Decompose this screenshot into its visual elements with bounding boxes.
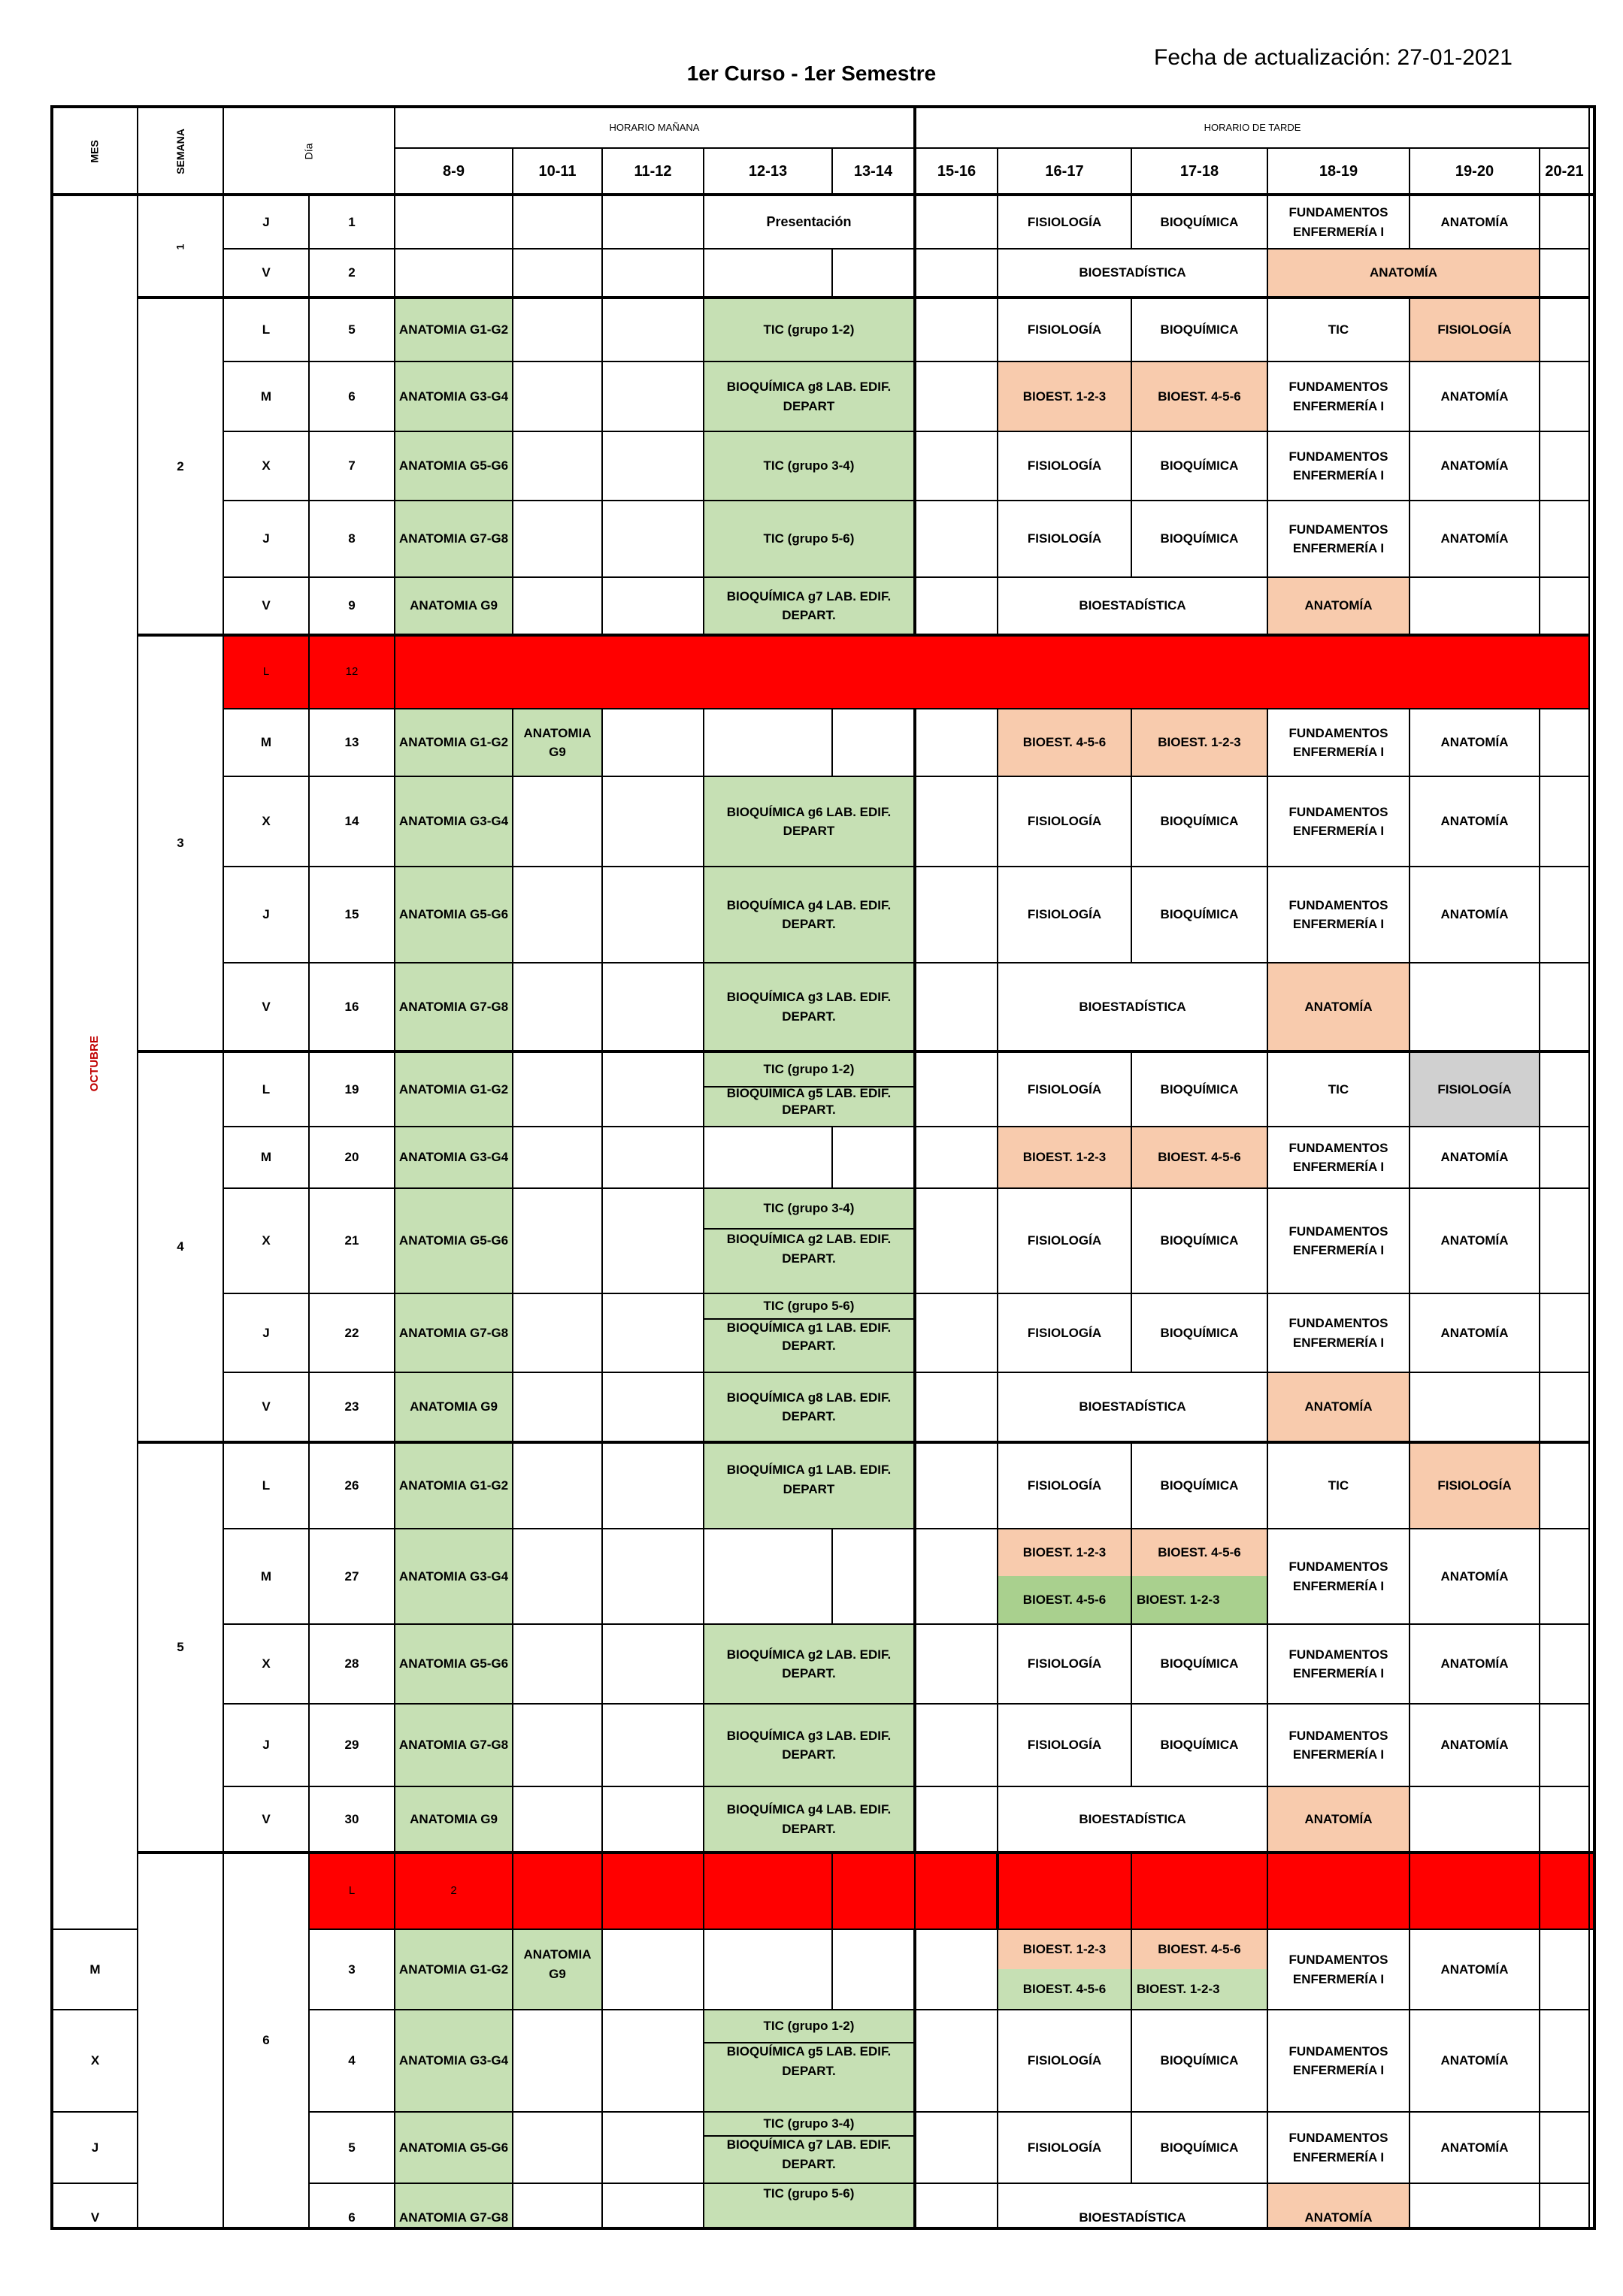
- day-number: 23: [309, 1372, 395, 1442]
- hour-header: 12-13: [704, 148, 832, 195]
- class-cell: ANATOMÍA: [1410, 1188, 1540, 1293]
- class-cell: ANATOMIA G5-G6: [395, 1188, 513, 1293]
- hour-header: 16-17: [998, 148, 1131, 195]
- class-cell: BIOEST. 1-2-3: [998, 1930, 1131, 1971]
- table-row: [52, 1529, 1594, 1624]
- class-cell: BIOQUÍMICA g1 LAB. EDIF. DEPART.: [726, 1320, 892, 1353]
- class-cell: ANATOMIA G5-G6: [395, 1624, 513, 1704]
- class-cell: FISIOLOGÍA: [998, 1704, 1131, 1786]
- class-cell: ANATOMÍA: [1410, 867, 1540, 963]
- class-cell: TIC (grupo 5-6): [704, 1294, 913, 1320]
- class-cell: BIOEST. 1-2-3: [1132, 1969, 1267, 2009]
- class-cell: BIOEST. 4-5-6: [998, 1969, 1131, 2009]
- class-cell: BIOQUÍMICA g5 LAB. EDIF. DEPART.: [726, 1086, 892, 1117]
- class-cell: TIC (grupo 1-2): [704, 298, 915, 361]
- day-number: 6: [309, 2183, 395, 2228]
- afternoon-header: HORARIO DE TARDE: [915, 107, 1589, 148]
- class-cell: ANATOMÍA: [1410, 1293, 1540, 1372]
- day-number: 5: [309, 2112, 395, 2183]
- day-number: 13: [309, 709, 395, 776]
- table-row: [52, 577, 1594, 635]
- schedule-table: [50, 105, 1596, 2230]
- class-cell: TIC: [1267, 1442, 1410, 1529]
- class-cell: TIC (grupo 3-4): [704, 1189, 913, 1230]
- class-cell: TIC (grupo 1-2): [704, 1053, 913, 1087]
- class-cell: FUNDAMENTOS ENFERMERÍA I: [1267, 2010, 1410, 2112]
- day-letter: L: [309, 1853, 395, 1929]
- class-cell: BIOEST. 4-5-6: [998, 1576, 1131, 1623]
- class-cell: BIOEST. 4-5-6: [1131, 361, 1267, 431]
- class-cell: FUNDAMENTOS ENFERMERÍA I: [1267, 776, 1410, 867]
- class-cell: ANATOMÍA: [1410, 501, 1540, 577]
- class-cell: BIOQUÍMICA: [1131, 1293, 1267, 1372]
- class-cell: ANATOMÍA: [1410, 195, 1540, 249]
- hour-header: 18-19: [1267, 148, 1410, 195]
- class-cell: BIOQUÍMICA: [1131, 501, 1267, 577]
- day-number: 16: [309, 963, 395, 1051]
- class-cell: ANATOMIA G9: [395, 577, 513, 635]
- day-number: 21: [309, 1188, 395, 1293]
- table-row: [52, 635, 1594, 709]
- day-letter: J: [223, 1293, 309, 1372]
- class-cell: ANATOMÍA: [1410, 2112, 1540, 2183]
- class-cell: BIOQUÍMICA: [1131, 298, 1267, 361]
- hour-header: 11-12: [602, 148, 704, 195]
- class-cell: ANATOMIA G9: [513, 1929, 602, 2010]
- day-number: 27: [309, 1529, 395, 1624]
- class-cell: ANATOMIA G3-G4: [395, 776, 513, 867]
- class-cell: BIOQUÍMICA: [1131, 1442, 1267, 1529]
- class-cell: FUNDAMENTOS ENFERMERÍA I: [1267, 195, 1410, 249]
- class-cell: ANATOMIA G3-G4: [395, 361, 513, 431]
- class-cell: FISIOLOGÍA: [1410, 298, 1540, 361]
- day-letter: M: [223, 1127, 309, 1188]
- class-cell: BIOEST. 1-2-3: [998, 361, 1131, 431]
- class-cell: ANATOMÍA: [1410, 776, 1540, 867]
- day-number: 4: [309, 2010, 395, 2112]
- day-letter: V: [223, 577, 309, 635]
- class-cell: ANATOMÍA: [1267, 1786, 1410, 1853]
- class-cell: FISIOLOGÍA: [998, 1051, 1131, 1127]
- hour-header: 20-21: [1540, 148, 1589, 195]
- table-row: [52, 249, 1594, 298]
- class-cell: FISIOLOGÍA: [998, 1293, 1131, 1372]
- table-row: [52, 361, 1594, 431]
- class-cell: BIOQUÍMICA g3 LAB. EDIF. DEPART.: [704, 1704, 915, 1786]
- day-number: 30: [309, 1786, 395, 1853]
- col-dia: Día: [223, 107, 395, 195]
- table-row: [52, 1293, 1594, 1372]
- class-cell: FUNDAMENTOS ENFERMERÍA I: [1267, 1704, 1410, 1786]
- day-letter: L: [223, 298, 309, 361]
- class-cell: BIOEST. 4-5-6: [1132, 1529, 1267, 1578]
- class-cell: FISIOLOGÍA: [998, 1624, 1131, 1704]
- class-cell: ANATOMÍA: [1410, 1704, 1540, 1786]
- table-row: [52, 298, 1594, 361]
- col-mes: MES: [52, 107, 138, 195]
- day-number: 29: [309, 1704, 395, 1786]
- class-cell: BIOQUÍMICA g4 LAB. EDIF. DEPART.: [704, 867, 915, 963]
- day-number: 2: [395, 1853, 513, 1929]
- hour-header: 15-16: [915, 148, 998, 195]
- class-cell: BIOEST. 4-5-6: [1132, 1930, 1267, 1971]
- table-row: [52, 709, 1594, 776]
- class-cell: TIC (grupo 3-4): [704, 431, 915, 501]
- class-cell: FISIOLOGÍA: [998, 298, 1131, 361]
- day-letter: J: [223, 501, 309, 577]
- table-row: [52, 1442, 1594, 1529]
- day-number: 19: [309, 1051, 395, 1127]
- class-cell: FISIOLOGÍA: [998, 867, 1131, 963]
- class-cell: ANATOMIA G7-G8: [395, 1293, 513, 1372]
- class-cell: BIOQUÍMICA: [1131, 2112, 1267, 2183]
- holiday-cell: [395, 635, 1589, 709]
- class-cell: BIOQUÍMICA: [1131, 776, 1267, 867]
- class-cell: FISIOLOGÍA: [1410, 1442, 1540, 1529]
- class-cell: ANATOMIA G1-G2: [395, 1929, 513, 2010]
- class-cell: BIOESTADÍSTICA: [998, 249, 1267, 298]
- class-cell: ANATOMIA G3-G4: [395, 1127, 513, 1188]
- class-cell: BIOEST. 1-2-3: [1132, 1576, 1267, 1623]
- class-cell: FUNDAMENTOS ENFERMERÍA I: [1267, 431, 1410, 501]
- class-cell: BIOQUÍMICA: [1131, 1188, 1267, 1293]
- class-cell: ANATOMÍA: [1410, 2010, 1540, 2112]
- class-cell: BIOQUÍMICA g2 LAB. EDIF. DEPART.: [704, 1624, 915, 1704]
- class-cell: FUNDAMENTOS ENFERMERÍA I: [1267, 361, 1410, 431]
- day-number: 8: [309, 501, 395, 577]
- class-cell: BIOQUÍMICA g6 LAB. EDIF. DEPART: [704, 776, 915, 867]
- day-letter: J: [223, 195, 309, 249]
- class-cell-split: [704, 2010, 915, 2112]
- day-number: 6: [309, 361, 395, 431]
- class-cell: FUNDAMENTOS ENFERMERÍA I: [1267, 867, 1410, 963]
- class-cell: ANATOMIA G1-G2: [395, 1051, 513, 1127]
- week-cell: 2: [138, 298, 223, 635]
- class-cell: TIC (grupo 3-4): [704, 2113, 913, 2137]
- class-cell: ANATOMÍA: [1410, 1624, 1540, 1704]
- week-cell: 6: [223, 1853, 309, 2228]
- class-cell: ANATOMÍA: [1267, 1372, 1410, 1442]
- table-row: [52, 1624, 1594, 1704]
- class-cell: FISIOLOGÍA: [998, 1188, 1131, 1293]
- class-cell: BIOQUÍMICA: [1131, 1624, 1267, 1704]
- hour-header: 10-11: [513, 148, 602, 195]
- day-number: 3: [309, 1929, 395, 2010]
- table-row: [52, 431, 1594, 501]
- class-cell: FUNDAMENTOS ENFERMERÍA I: [1267, 1127, 1410, 1188]
- day-letter: M: [223, 361, 309, 431]
- class-cell: ANATOMIA G9: [395, 1372, 513, 1442]
- day-letter: V: [223, 1786, 309, 1853]
- class-cell: BIOQUÍMICA: [1131, 867, 1267, 963]
- day-letter: J: [223, 1704, 309, 1786]
- class-cell: BIOQUÍMICA g7 LAB. EDIF. DEPART.: [704, 577, 915, 635]
- class-cell: ANATOMÍA: [1267, 2183, 1410, 2228]
- class-cell: BIOQUÍMICA g2 LAB. EDIF. DEPART.: [726, 1232, 892, 1266]
- class-cell: ANATOMÍA: [1267, 577, 1410, 635]
- day-letter: X: [223, 1624, 309, 1704]
- table-row: [52, 501, 1594, 577]
- class-cell: ANATOMÍA: [1410, 709, 1540, 776]
- class-cell: BIOESTADÍSTICA: [998, 963, 1267, 1051]
- class-cell: ANATOMIA G9: [395, 1786, 513, 1853]
- day-number: 5: [309, 298, 395, 361]
- class-cell: ANATOMÍA: [1410, 1929, 1540, 2010]
- class-cell: BIOQUÍMICA: [1131, 2010, 1267, 2112]
- month-cell: OCTUBRE: [52, 195, 138, 1929]
- day-letter: L: [223, 1442, 309, 1529]
- table-row: [52, 1051, 1594, 1127]
- day-letter: X: [223, 1188, 309, 1293]
- day-letter: M: [52, 1929, 138, 2010]
- day-letter: M: [223, 1529, 309, 1624]
- class-cell: FUNDAMENTOS ENFERMERÍA I: [1267, 2112, 1410, 2183]
- class-cell: BIOQUÍMICA: [1131, 1051, 1267, 1127]
- class-cell: FISIOLOGÍA: [1410, 1051, 1540, 1127]
- class-cell: FISIOLOGÍA: [998, 1442, 1131, 1529]
- class-cell: BIOQUÍMICA g7 LAB. EDIF. DEPART.: [726, 2137, 892, 2171]
- day-number: 14: [309, 776, 395, 867]
- class-cell: FUNDAMENTOS ENFERMERÍA I: [1267, 1624, 1410, 1704]
- class-cell-split: [1131, 1529, 1267, 1624]
- class-cell: FUNDAMENTOS ENFERMERÍA I: [1267, 1929, 1410, 2010]
- day-number: 28: [309, 1624, 395, 1704]
- class-cell: FISIOLOGÍA: [998, 501, 1131, 577]
- class-cell: BIOQUÍMICA: [1131, 431, 1267, 501]
- table-row: [52, 195, 1594, 249]
- table-row: [52, 1704, 1594, 1786]
- class-cell: FISIOLOGÍA: [998, 2112, 1131, 2183]
- class-cell: BIOEST. 1-2-3: [998, 1127, 1131, 1188]
- class-cell: ANATOMÍA: [1410, 1127, 1540, 1188]
- class-cell-split: [998, 1929, 1131, 2010]
- class-cell: BIOEST. 4-5-6: [1131, 1127, 1267, 1188]
- week-cell: 3: [138, 635, 223, 1051]
- table-row: [52, 1372, 1594, 1442]
- page-title: 1er Curso - 1er Semestre: [686, 62, 937, 85]
- day-letter: L: [223, 635, 309, 709]
- day-letter: V: [52, 2183, 138, 2228]
- class-cell: FUNDAMENTOS ENFERMERÍA I: [1267, 501, 1410, 577]
- class-cell: BIOEST. 1-2-3: [1131, 709, 1267, 776]
- class-cell: FISIOLOGÍA: [998, 431, 1131, 501]
- class-cell: ANATOMIA G1-G2: [395, 298, 513, 361]
- class-cell: TIC: [1267, 1051, 1410, 1127]
- col-semana: SEMANA: [138, 107, 223, 195]
- class-cell-split: [704, 2112, 915, 2183]
- hour-header: 19-20: [1410, 148, 1540, 195]
- class-cell: TIC (grupo 1-2): [704, 2010, 913, 2043]
- class-cell-split: [704, 1051, 915, 1127]
- table-row: [52, 776, 1594, 867]
- class-cell: FISIOLOGÍA: [998, 195, 1131, 249]
- class-cell: BIOEST. 1-2-3: [998, 1529, 1131, 1578]
- class-cell: ANATOMIA G7-G8: [395, 2183, 513, 2228]
- class-cell: BIOQUÍMICA: [1131, 1704, 1267, 1786]
- class-cell: BIOESTADÍSTICA: [998, 577, 1267, 635]
- class-cell: TIC: [1267, 298, 1410, 361]
- class-cell: ANATOMÍA: [1410, 431, 1540, 501]
- table-row: [52, 963, 1594, 1051]
- class-cell: BIOQUÍMICA g4 LAB. EDIF. DEPART.: [704, 1786, 915, 1853]
- class-cell: TIC (grupo 5-6): [704, 2183, 915, 2228]
- day-letter: X: [223, 776, 309, 867]
- day-number: 12: [309, 635, 395, 709]
- class-cell: FUNDAMENTOS ENFERMERÍA I: [1267, 1529, 1410, 1624]
- table-row: [52, 1127, 1594, 1188]
- day-letter: V: [223, 249, 309, 298]
- day-letter: X: [52, 2010, 138, 2112]
- table-row: [52, 867, 1594, 963]
- class-cell: BIOESTADÍSTICA: [998, 1372, 1267, 1442]
- day-number: 1: [309, 195, 395, 249]
- class-cell: ANATOMIA G9: [513, 709, 602, 776]
- hour-header: 8-9: [395, 148, 513, 195]
- table-row: [52, 1188, 1594, 1293]
- class-cell: BIOQUÍMICA: [1131, 195, 1267, 249]
- class-cell: ANATOMIA G7-G8: [395, 1704, 513, 1786]
- class-cell-split: [998, 1529, 1131, 1624]
- week-cell: 5: [138, 1442, 223, 1853]
- morning-header: HORARIO MAÑANA: [395, 107, 915, 148]
- class-cell-split: [704, 1188, 915, 1293]
- class-cell: FISIOLOGÍA: [998, 776, 1131, 867]
- day-letter: V: [223, 963, 309, 1051]
- week-cell: 1: [138, 195, 223, 298]
- class-cell: FISIOLOGÍA: [998, 2010, 1131, 2112]
- table-row: [52, 1786, 1594, 1853]
- class-cell: ANATOMIA G7-G8: [395, 501, 513, 577]
- hour-header: 17-18: [1131, 148, 1267, 195]
- day-letter: V: [223, 1372, 309, 1442]
- day-number: 7: [309, 431, 395, 501]
- class-cell: ANATOMIA G5-G6: [395, 867, 513, 963]
- class-cell-split: [704, 1293, 915, 1372]
- class-cell: ANATOMIA G3-G4: [395, 2010, 513, 2112]
- hour-header: 13-14: [832, 148, 915, 195]
- day-letter: M: [223, 709, 309, 776]
- class-cell: ANATOMÍA: [1267, 963, 1410, 1051]
- class-cell: ANATOMIA G1-G2: [395, 1442, 513, 1529]
- class-cell: BIOQUÍMICA g8 LAB. EDIF. DEPART: [704, 361, 915, 431]
- class-cell: BIOESTADÍSTICA: [998, 1786, 1267, 1853]
- day-number: 26: [309, 1442, 395, 1529]
- update-date: Fecha de actualización: 27-01-2021: [1154, 45, 1512, 70]
- class-cell: BIOQUÍMICA g8 LAB. EDIF. DEPART.: [704, 1372, 915, 1442]
- class-cell: ANATOMIA G5-G6: [395, 431, 513, 501]
- class-cell: TIC (grupo 5-6): [704, 501, 915, 577]
- day-letter: X: [223, 431, 309, 501]
- class-cell: ANATOMIA G7-G8: [395, 963, 513, 1051]
- class-cell: ANATOMÍA: [1410, 361, 1540, 431]
- table-row: [52, 1853, 1594, 1929]
- class-cell: BIOQUÍMICA g5 LAB. EDIF. DEPART.: [726, 2044, 892, 2078]
- class-cell: ANATOMIA G3-G4: [395, 1529, 513, 1624]
- day-number: 9: [309, 577, 395, 635]
- day-letter: J: [52, 2112, 138, 2183]
- class-cell: BIOQUÍMICA g1 LAB. EDIF. DEPART: [704, 1442, 915, 1529]
- class-cell: BIOEST. 4-5-6: [998, 709, 1131, 776]
- class-cell: FUNDAMENTOS ENFERMERÍA I: [1267, 709, 1410, 776]
- class-cell: ANATOMIA G1-G2: [395, 709, 513, 776]
- class-cell: BIOQUÍMICA g3 LAB. EDIF. DEPART.: [704, 963, 915, 1051]
- class-cell: FUNDAMENTOS ENFERMERÍA I: [1267, 1293, 1410, 1372]
- class-cell: ANATOMIA G5-G6: [395, 2112, 513, 2183]
- class-cell: FUNDAMENTOS ENFERMERÍA I: [1267, 1188, 1410, 1293]
- class-cell: Presentación: [704, 195, 915, 249]
- class-cell: BIOESTADÍSTICA: [998, 2183, 1267, 2228]
- day-number: 20: [309, 1127, 395, 1188]
- day-number: 2: [309, 249, 395, 298]
- class-cell: ANATOMÍA: [1267, 249, 1540, 298]
- week-cell: 4: [138, 1051, 223, 1442]
- month-cell-2: [138, 1853, 223, 2228]
- day-letter: L: [223, 1051, 309, 1127]
- class-cell-split: [1131, 1929, 1267, 2010]
- day-number: 15: [309, 867, 395, 963]
- day-number: 22: [309, 1293, 395, 1372]
- class-cell: ANATOMÍA: [1410, 1529, 1540, 1624]
- day-letter: J: [223, 867, 309, 963]
